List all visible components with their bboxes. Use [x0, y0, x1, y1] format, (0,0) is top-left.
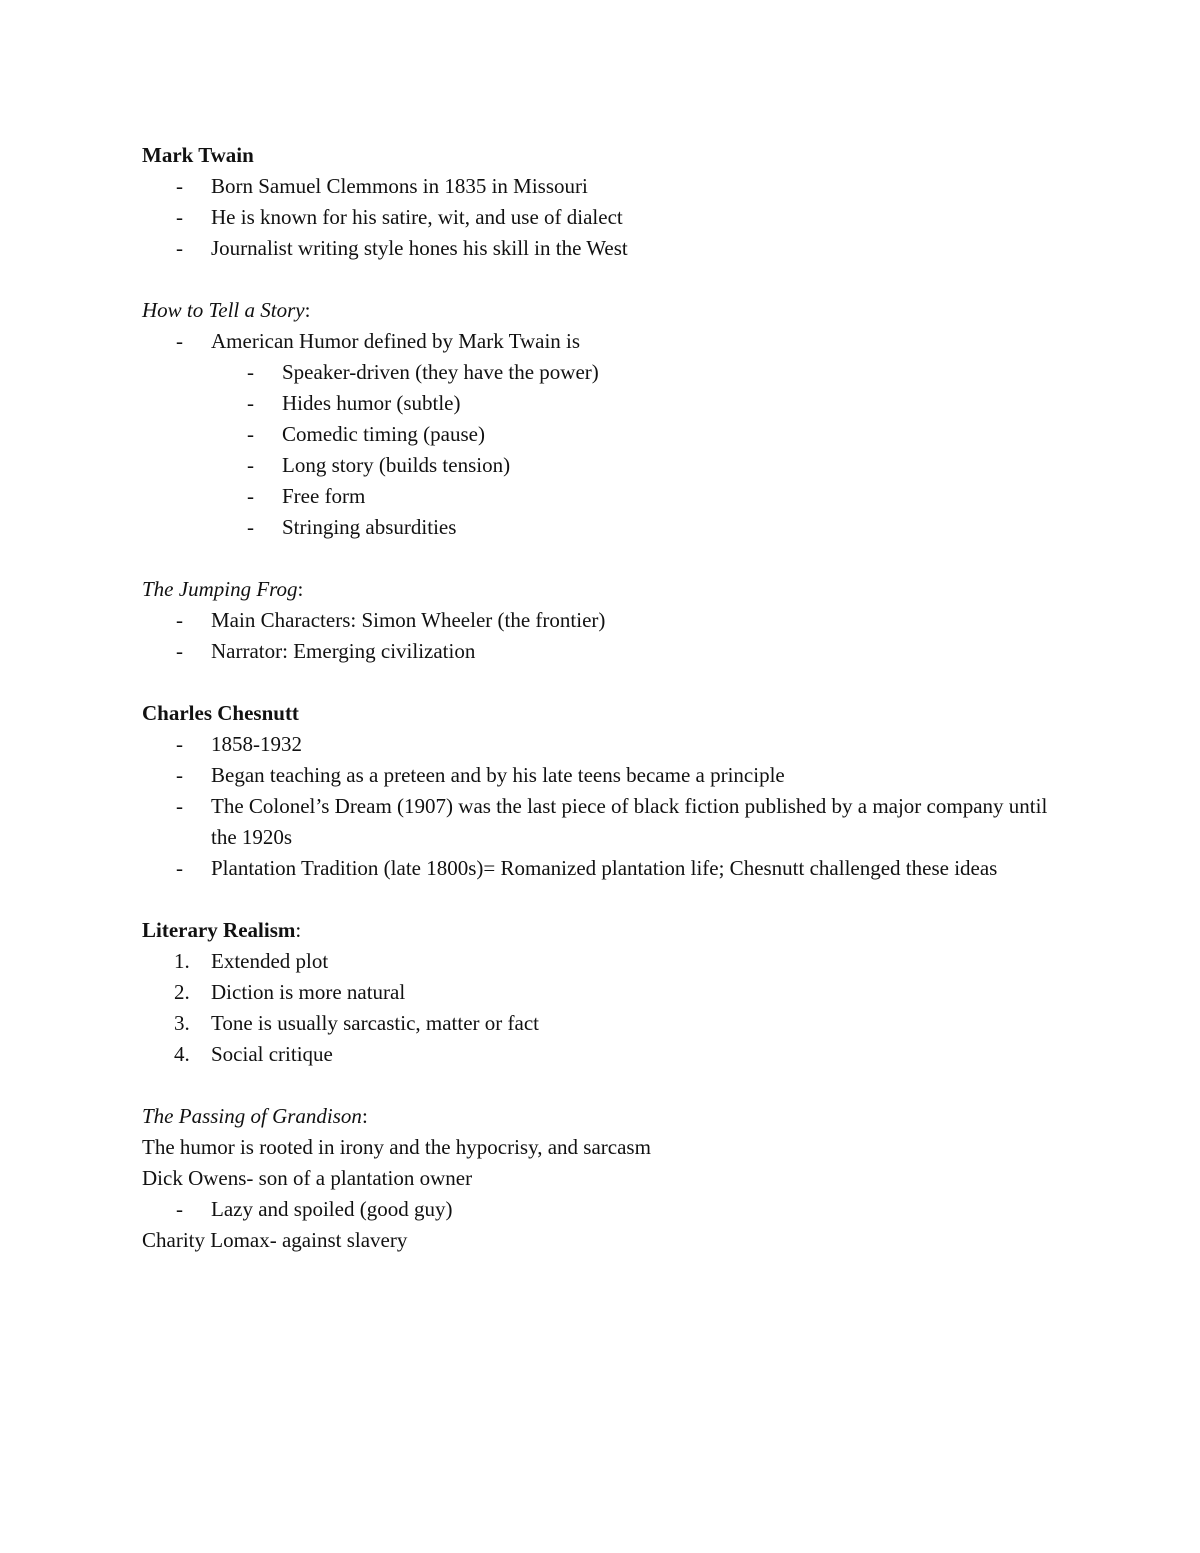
item-number: 4. — [174, 1042, 190, 1066]
sub-list-item — [142, 357, 1072, 388]
list-item-text: Began teaching as a preteen and by his late teens became a principle — [211, 763, 785, 787]
list-item — [142, 605, 1072, 636]
list-item-text: Tone is usually sarcastic, matter or fact — [211, 1011, 539, 1035]
list-item — [142, 853, 1072, 884]
bullet-dash: - — [176, 794, 183, 818]
heading-colon: : — [295, 918, 302, 942]
spacer — [142, 1070, 1072, 1101]
numbered-item — [142, 1008, 1072, 1039]
bullet-dash: - — [247, 484, 254, 508]
list-item-text: Diction is more natural — [211, 980, 406, 1004]
spacer — [142, 264, 1072, 295]
list-item-text: Narrator: Emerging civilization — [211, 639, 476, 663]
list-item-text: American Humor defined by Mark Twain is — [211, 329, 581, 353]
bullet-dash: - — [176, 236, 183, 260]
list-item — [142, 1194, 1072, 1225]
list-item — [142, 791, 1072, 853]
bullet-dash: - — [247, 515, 254, 539]
sub-list-item — [142, 450, 1072, 481]
list-item-text: 1858-1932 — [211, 732, 302, 756]
list-item-text: Long story (builds tension) — [282, 453, 511, 477]
spacer — [142, 884, 1072, 915]
item-number: 2. — [174, 980, 190, 1004]
list-item — [142, 729, 1072, 760]
bullet-dash: - — [176, 174, 183, 198]
heading-colon: : — [304, 298, 311, 322]
list-item-text: Journalist writing style hones his skill in the West — [211, 236, 628, 260]
sub-list-item — [142, 481, 1072, 512]
heading-jumping-frog — [142, 574, 1072, 605]
list-item-text: Speaker-driven (they have the power) — [282, 360, 599, 384]
list-item — [142, 171, 1072, 202]
paragraph-line: Charity Lomax- against slavery — [142, 1228, 408, 1252]
spacer — [142, 543, 1072, 574]
list-item — [142, 326, 1072, 357]
bullet-dash: - — [176, 639, 183, 663]
sub-list-item — [142, 388, 1072, 419]
numbered-item — [142, 946, 1072, 977]
list-item-text: Born Samuel Clemmons in 1835 in Missouri — [211, 174, 588, 198]
bullet-dash: - — [247, 422, 254, 446]
heading-charles-chesnutt: Charles Chesnutt — [142, 701, 299, 725]
bullet-dash: - — [176, 732, 183, 756]
list-item-text: Plantation Tradition (late 1800s)= Romanized plantation life; Chesnutt challenged these ideas — [211, 856, 998, 880]
numbered-item — [142, 1039, 1072, 1070]
heading-mark-twain: Mark Twain — [142, 143, 254, 167]
list-item-text: The Colonel’s Dream (1907) was the last piece of black fiction published by a major company until the 1920s — [211, 794, 1048, 849]
heading-literary-realism — [142, 915, 1072, 946]
list-item — [142, 233, 1072, 264]
bullet-dash: - — [176, 608, 183, 632]
list-item-text: Extended plot — [211, 949, 329, 973]
heading-how-to-tell-a-story — [142, 295, 1072, 326]
list-item-text: Main Characters: Simon Wheeler (the frontier) — [211, 608, 606, 632]
bullet-dash: - — [176, 763, 183, 787]
list-item-text: Hides humor (subtle) — [282, 391, 461, 415]
bullet-dash: - — [247, 391, 254, 415]
list-item — [142, 760, 1072, 791]
list-item-text: Lazy and spoiled (good guy) — [211, 1197, 453, 1221]
heading-colon: : — [297, 577, 304, 601]
list-item-text: Social critique — [211, 1042, 333, 1066]
list-item — [142, 202, 1072, 233]
paragraph-line: Dick Owens- son of a plantation owner — [142, 1166, 473, 1190]
sub-list-item — [142, 512, 1072, 543]
list-item — [142, 636, 1072, 667]
bullet-dash: - — [176, 329, 183, 353]
paragraph-line: The humor is rooted in irony and the hypocrisy, and sarcasm — [142, 1135, 651, 1159]
sub-list-item — [142, 419, 1072, 450]
heading-text: The Jumping Frog — [142, 577, 298, 601]
list-item-text: Stringing absurdities — [282, 515, 457, 539]
list-item-text: He is known for his satire, wit, and use of dialect — [211, 205, 623, 229]
bullet-dash: - — [176, 205, 183, 229]
bullet-dash: - — [176, 1197, 183, 1221]
item-number: 1. — [174, 949, 190, 973]
document-page — [142, 140, 1072, 1256]
heading-text: The Passing of Grandison — [142, 1104, 362, 1128]
item-number: 3. — [174, 1011, 190, 1035]
list-item-text: Free form — [282, 484, 366, 508]
list-item-text: Comedic timing (pause) — [282, 422, 485, 446]
bullet-dash: - — [247, 453, 254, 477]
bullet-dash: - — [176, 856, 183, 880]
heading-passing-of-grandison — [142, 1101, 1072, 1132]
heading-text: Literary Realism — [142, 918, 296, 942]
heading-colon: : — [361, 1104, 368, 1128]
heading-text: How to Tell a Story — [142, 298, 305, 322]
spacer — [142, 667, 1072, 698]
bullet-dash: - — [247, 360, 254, 384]
numbered-item — [142, 977, 1072, 1008]
